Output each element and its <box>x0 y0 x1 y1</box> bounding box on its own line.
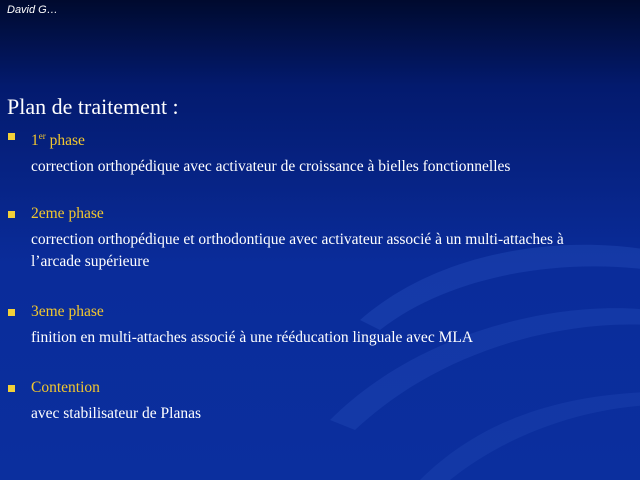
phase-description: correction orthopédique avec activateur de croissance à bielles fonctionnelles <box>31 158 511 176</box>
phase-heading: Contention <box>31 379 100 396</box>
list-item-phase-3 <box>8 302 608 378</box>
phase-description: correction orthopédique et orthodontique avec activateur associé à un multi-attaches à l’arcade supérieure <box>31 231 564 270</box>
phase-heading: 2eme phase <box>31 205 104 222</box>
bullet-square-icon <box>8 309 15 316</box>
list-item-phase-1 <box>8 126 608 204</box>
phase-list <box>8 126 608 425</box>
list-item-phase-2 <box>8 204 608 302</box>
bullet-square-icon <box>8 385 15 392</box>
author-label: David G… <box>7 4 58 16</box>
bullet-square-icon <box>8 211 15 218</box>
phase-description: avec stabilisateur de Planas <box>31 405 202 422</box>
bullet-square-icon <box>8 133 15 140</box>
slide-title: Plan de traitement : <box>7 94 179 119</box>
list-item-contention <box>8 378 608 425</box>
phase-heading: 1er phase <box>31 131 85 150</box>
phase-heading: 3eme phase <box>31 303 104 320</box>
phase-description: finition en multi-attaches associé à une rééducation linguale avec MLA <box>31 329 474 346</box>
